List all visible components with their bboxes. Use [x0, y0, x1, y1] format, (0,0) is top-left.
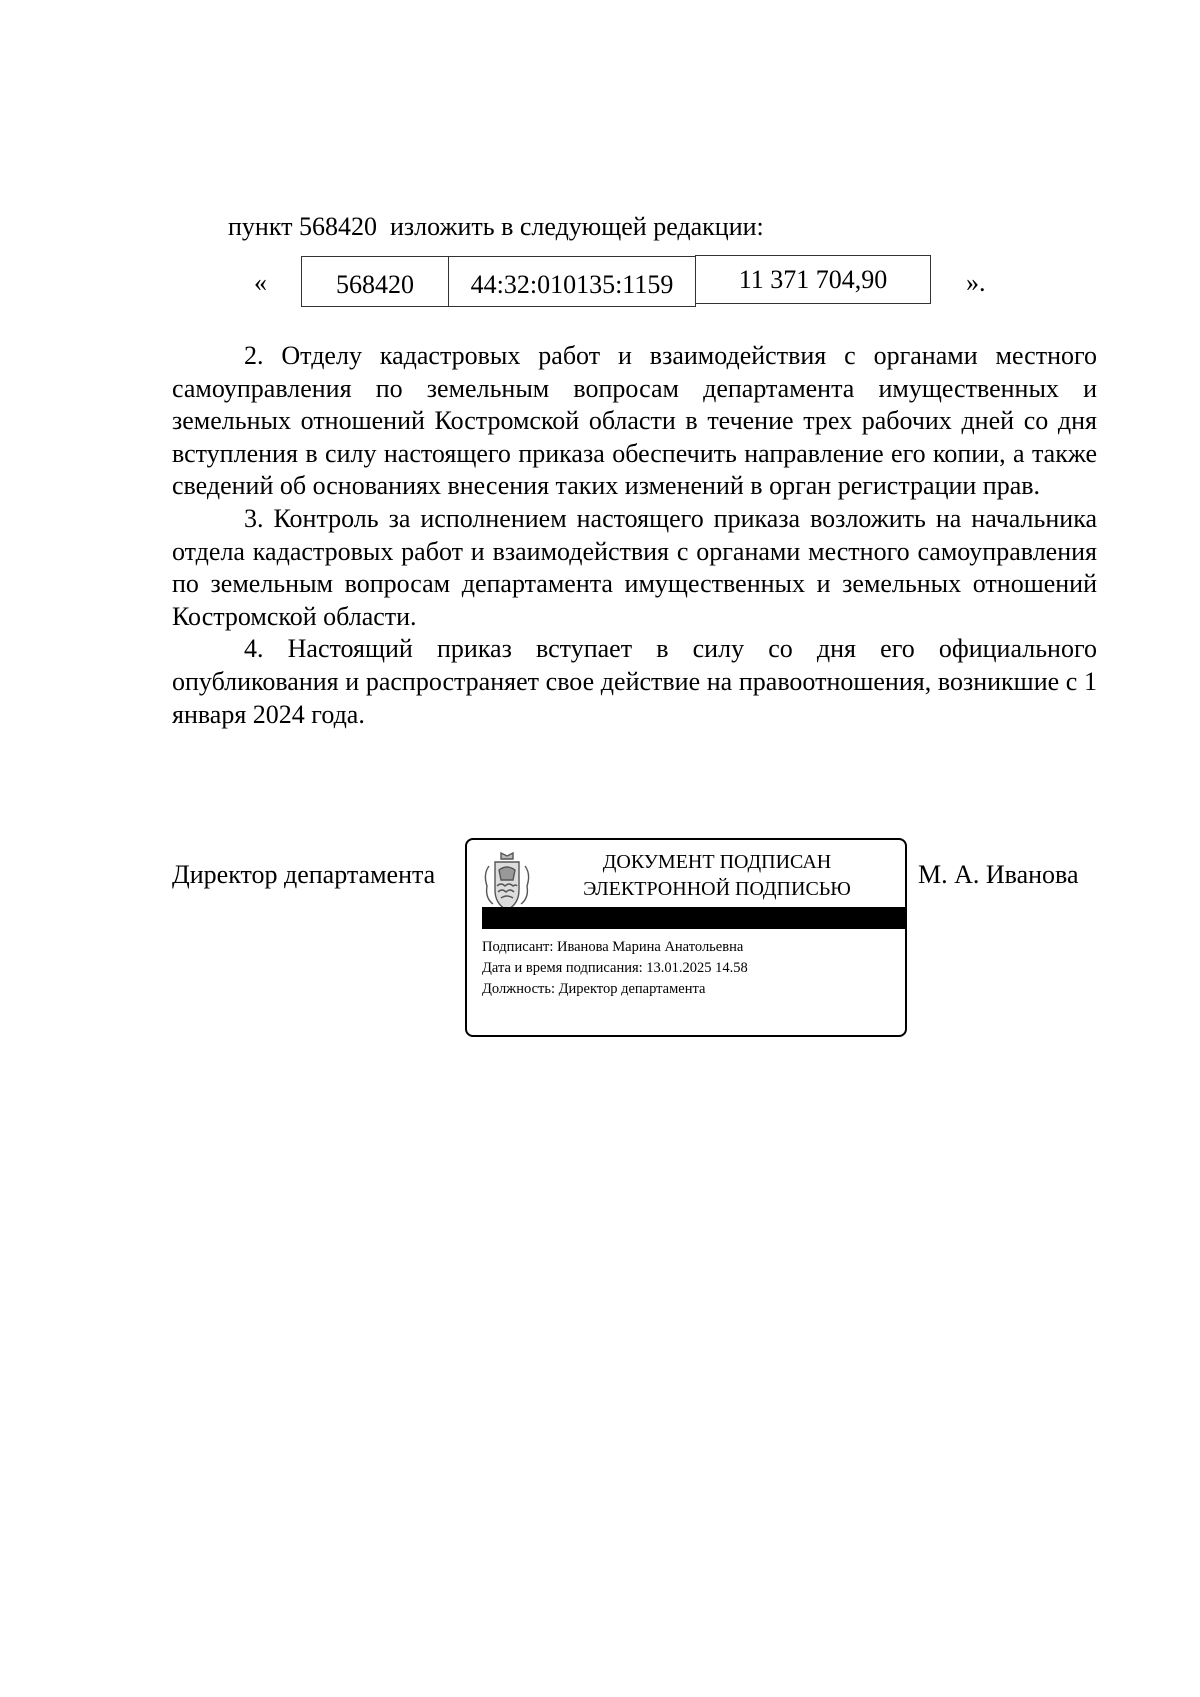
- stamp-datetime: Дата и время подписания: 13.01.2025 14.58: [482, 960, 748, 976]
- quote-close: ».: [966, 268, 986, 297]
- paragraph-3: 3. Контроль за исполнением настоящего приказа возложить на начальника отдела кадастровых работ и взаимодействия с органами местного самоуправления по земельным вопросам департамента имущественных и земельных отношений Костромской области.: [172, 503, 1097, 631]
- director-position-label: Директор департамента: [172, 860, 436, 889]
- stamp-title: [557, 849, 877, 903]
- electronic-signature-stamp: [465, 838, 907, 1037]
- stamp-title-line-1: ДОКУМЕНТ ПОДПИСАН: [602, 851, 832, 873]
- director-name: М. А. Иванова: [918, 860, 1079, 889]
- intro-line: пункт 568420 изложить в следующей редакции:: [228, 212, 764, 241]
- paragraph-4: 4. Настоящий приказ вступает в силу со дня его официального опубликования и распространяет свое действие на правоотношения, возникшие с 1 января 2024 года.: [172, 634, 1097, 729]
- stamp-black-bar: [482, 907, 906, 929]
- paragraph-2: 2. Отделу кадастровых работ и взаимодействия с органами местного самоуправления по земельным вопросам департамента имущественных и земельных отношений Костромской области в течение трех рабочих дней со дня вступления в силу настоящего приказа обеспечить направление его копии, а также сведений об основаниях внесения таких изменений в орган регистрации прав.: [172, 341, 1097, 501]
- table-cell-item-number: 568420: [301, 256, 449, 307]
- table-cell-cadastral-number: 44:32:010135:1159: [448, 256, 696, 307]
- stamp-details: [482, 937, 748, 1000]
- table-cell-cadastral-value: 11 371 704,90: [695, 255, 931, 304]
- stamp-signer: Подписант: Иванова Марина Анатольевна: [482, 939, 744, 955]
- stamp-position: Должность: Директор департамента: [482, 981, 706, 997]
- quote-open: «: [254, 268, 267, 297]
- stamp-title-line-2: ЭЛЕКТРОННОЙ ПОДПИСЬЮ: [583, 878, 851, 900]
- order-body: [172, 340, 1097, 731]
